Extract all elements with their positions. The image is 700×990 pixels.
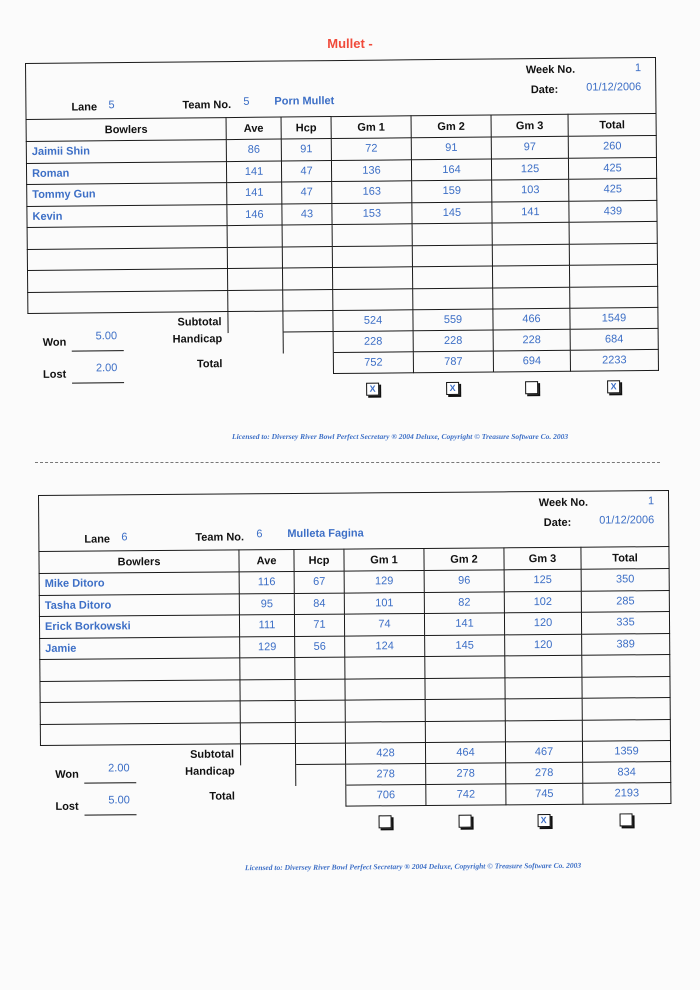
score-cell: 95 bbox=[239, 593, 294, 615]
score-cell: 67 bbox=[294, 571, 344, 593]
total-label: Total bbox=[209, 790, 235, 803]
column-header: Hcp bbox=[281, 117, 331, 139]
total-value: 2233 bbox=[570, 349, 658, 371]
date-label: Date: bbox=[530, 83, 559, 97]
score-cell: 141 bbox=[227, 182, 282, 204]
score-cell: 102 bbox=[504, 591, 581, 613]
score-cell bbox=[345, 699, 425, 721]
score-cell bbox=[582, 698, 670, 720]
score-cell: 136 bbox=[331, 159, 411, 181]
lane-label: Lane bbox=[84, 533, 111, 546]
page-title: Mullet - bbox=[327, 36, 373, 51]
won-label: Won bbox=[42, 336, 67, 349]
team-name: Porn Mullet bbox=[274, 95, 335, 108]
score-cell: 103 bbox=[492, 179, 569, 201]
team-name: Mulleta Fagina bbox=[287, 527, 364, 541]
score-cell: 164 bbox=[411, 159, 491, 181]
score-cell bbox=[295, 700, 345, 722]
score-cell bbox=[333, 288, 413, 310]
game-win-checkbox[interactable] bbox=[379, 815, 392, 828]
week-no-value: 1 bbox=[647, 495, 655, 508]
score-cell: 141 bbox=[492, 201, 569, 223]
bowler-name bbox=[27, 226, 227, 249]
bowler-name: Tasha Ditoro bbox=[39, 593, 239, 616]
score-cell bbox=[282, 268, 332, 290]
score-cell bbox=[425, 656, 505, 678]
column-header: Gm 3 bbox=[491, 114, 568, 137]
handicap-value: 228 bbox=[333, 331, 413, 353]
column-header: Gm 2 bbox=[424, 548, 504, 571]
score-cell bbox=[332, 267, 412, 289]
handicap-value: 834 bbox=[583, 762, 671, 784]
score-cell bbox=[240, 679, 295, 701]
total-value: 742 bbox=[426, 784, 506, 806]
score-cell: 43 bbox=[282, 203, 332, 225]
handicap-value: 278 bbox=[506, 762, 583, 784]
subtotal-value: 524 bbox=[333, 310, 413, 332]
score-cell: 125 bbox=[504, 569, 581, 591]
score-cell bbox=[295, 722, 345, 744]
score-cell bbox=[582, 719, 670, 741]
score-cell: 335 bbox=[581, 612, 669, 634]
lost-label: Lost bbox=[42, 368, 67, 381]
score-cell: 350 bbox=[581, 569, 669, 591]
bowler-name bbox=[27, 269, 227, 292]
score-cell bbox=[493, 287, 570, 309]
score-cell bbox=[282, 225, 332, 247]
team-no-label: Team No. bbox=[195, 531, 245, 544]
score-cell bbox=[425, 720, 505, 742]
total-label: Total bbox=[196, 358, 223, 371]
lost-value: 5.00 bbox=[108, 794, 130, 807]
handicap-value: 684 bbox=[570, 328, 658, 350]
score-cell bbox=[240, 657, 295, 679]
lane-value: 6 bbox=[121, 531, 128, 544]
score-cell: 120 bbox=[505, 634, 582, 656]
subtotal-value: 559 bbox=[413, 309, 493, 331]
score-cell bbox=[505, 677, 582, 699]
handicap-label: Handicap bbox=[185, 764, 235, 778]
score-cell bbox=[425, 699, 505, 721]
column-header: Bowlers bbox=[39, 550, 239, 574]
column-header: Gm 1 bbox=[331, 116, 411, 139]
bowler-name bbox=[28, 290, 228, 313]
score-cell: 56 bbox=[295, 636, 345, 658]
bowler-name: Erick Borkowski bbox=[39, 615, 239, 638]
subtotal-label: Subtotal bbox=[177, 316, 222, 329]
won-value: 5.00 bbox=[95, 330, 118, 343]
score-cell: 116 bbox=[239, 571, 294, 593]
score-cell bbox=[505, 698, 582, 720]
score-cell: 146 bbox=[227, 204, 282, 226]
score-cell: 145 bbox=[412, 202, 492, 224]
score-cell: 129 bbox=[344, 570, 424, 592]
won-value: 2.00 bbox=[108, 762, 130, 775]
total-value: 706 bbox=[346, 784, 426, 806]
score-cell: 47 bbox=[281, 160, 331, 182]
score-cell: 425 bbox=[569, 178, 657, 200]
score-cell bbox=[505, 655, 582, 677]
handicap-value: 278 bbox=[426, 763, 506, 785]
score-cell: 71 bbox=[294, 614, 344, 636]
game-win-checkbox[interactable] bbox=[525, 381, 538, 394]
score-cell: 163 bbox=[332, 181, 412, 203]
subtotal-value: 1549 bbox=[570, 307, 658, 329]
total-value: 745 bbox=[506, 783, 583, 805]
score-sheet-2 bbox=[38, 490, 671, 840]
column-header: Total bbox=[568, 113, 656, 136]
score-cell: 96 bbox=[424, 570, 504, 592]
bowler-name bbox=[40, 722, 240, 745]
score-table bbox=[38, 490, 671, 809]
score-cell: 111 bbox=[239, 614, 294, 636]
bowler-name bbox=[40, 679, 240, 702]
score-cell: 72 bbox=[331, 138, 411, 160]
bowler-name bbox=[40, 658, 240, 681]
total-value: 694 bbox=[493, 350, 570, 372]
score-cell: 82 bbox=[424, 591, 504, 613]
score-cell: 101 bbox=[344, 592, 424, 614]
score-cell bbox=[413, 288, 493, 310]
handicap-value: 228 bbox=[493, 329, 570, 351]
license-footer-2: Licensed to: Diversey River Bowl Perfect Secretary ® 2004 Deluxe, Copyright © Treasure Software Co. 2003 bbox=[244, 860, 582, 873]
subtotal-label: Subtotal bbox=[190, 748, 235, 762]
score-cell bbox=[492, 222, 569, 244]
team-no-label: Team No. bbox=[182, 99, 232, 112]
score-cell: 125 bbox=[491, 158, 568, 180]
score-cell bbox=[569, 221, 657, 243]
score-cell: 141 bbox=[226, 161, 281, 183]
total-value: 787 bbox=[413, 351, 493, 373]
license-footer-1: Licensed to: Diversey River Bowl Perfect Secretary ® 2004 Deluxe, Copyright © Treasure Software Co. 2003 bbox=[232, 432, 569, 441]
score-cell bbox=[227, 247, 282, 269]
score-cell: 47 bbox=[282, 182, 332, 204]
score-cell bbox=[425, 677, 505, 699]
score-cell bbox=[332, 224, 412, 246]
column-header: Hcp bbox=[294, 549, 344, 571]
week-no-label: Week No. bbox=[525, 63, 576, 77]
bowler-name: Jamie bbox=[40, 636, 240, 659]
score-cell: 74 bbox=[344, 613, 424, 635]
score-cell: 97 bbox=[491, 136, 568, 158]
score-cell bbox=[582, 655, 670, 677]
week-no-value: 1 bbox=[634, 62, 642, 75]
score-cell: 124 bbox=[345, 635, 425, 657]
score-cell: 439 bbox=[569, 200, 657, 222]
score-cell: 120 bbox=[504, 612, 581, 634]
score-cell bbox=[345, 721, 425, 743]
score-cell bbox=[412, 245, 492, 267]
date-value: 01/12/2006 bbox=[586, 81, 642, 94]
game-win-checkbox[interactable]: X bbox=[366, 383, 379, 396]
won-label: Won bbox=[55, 768, 79, 781]
lane-label: Lane bbox=[71, 101, 98, 114]
won-field bbox=[72, 330, 124, 351]
score-cell bbox=[228, 290, 283, 312]
score-table bbox=[25, 57, 659, 377]
score-cell bbox=[412, 223, 492, 245]
subtotal-value: 467 bbox=[505, 741, 582, 763]
score-cell bbox=[345, 678, 425, 700]
score-cell bbox=[569, 243, 657, 265]
subtotal-value: 466 bbox=[493, 308, 570, 330]
team-no-value: 5 bbox=[243, 95, 250, 108]
handicap-label: Handicap bbox=[172, 332, 223, 346]
score-cell bbox=[412, 266, 492, 288]
score-cell bbox=[492, 265, 569, 287]
bowler-name: Kevin bbox=[27, 204, 227, 227]
score-sheet-1 bbox=[25, 57, 663, 394]
week-no-label: Week No. bbox=[538, 496, 589, 510]
lost-label: Lost bbox=[55, 800, 79, 813]
score-cell bbox=[569, 264, 657, 286]
lost-field bbox=[84, 794, 136, 815]
team-no-value: 6 bbox=[256, 528, 263, 541]
bowler-name: Roman bbox=[26, 161, 226, 184]
score-cell: 153 bbox=[332, 202, 412, 224]
date-label: Date: bbox=[543, 516, 572, 530]
cut-line-divider bbox=[35, 462, 660, 463]
total-value: 752 bbox=[333, 352, 413, 374]
handicap-value: 278 bbox=[346, 763, 426, 785]
handicap-value: 228 bbox=[413, 330, 493, 352]
lost-value: 2.00 bbox=[95, 362, 118, 375]
team-header bbox=[39, 491, 669, 552]
score-cell bbox=[345, 656, 425, 678]
score-cell: 145 bbox=[425, 634, 505, 656]
column-header: Gm 1 bbox=[344, 548, 424, 571]
bowler-name: Mike Ditoro bbox=[39, 572, 239, 595]
score-cell bbox=[282, 246, 332, 268]
team-header bbox=[26, 57, 657, 119]
score-cell bbox=[492, 244, 569, 266]
subtotal-value: 1359 bbox=[582, 741, 670, 763]
score-cell: 91 bbox=[281, 139, 331, 161]
score-cell bbox=[295, 657, 345, 679]
score-cell bbox=[295, 679, 345, 701]
game-win-checkbox[interactable]: X bbox=[607, 380, 620, 393]
bowler-name bbox=[40, 701, 240, 724]
lost-field bbox=[72, 362, 124, 383]
score-cell bbox=[227, 225, 282, 247]
game-win-checkbox[interactable]: X bbox=[446, 382, 459, 395]
column-header: Ave bbox=[226, 117, 281, 140]
column-header: Bowlers bbox=[26, 118, 226, 142]
won-field bbox=[84, 762, 136, 783]
game-win-checkbox[interactable] bbox=[620, 813, 633, 826]
subtotal-value: 428 bbox=[345, 742, 425, 764]
subtotal-value: 464 bbox=[425, 742, 505, 764]
score-cell: 389 bbox=[582, 633, 670, 655]
score-cell bbox=[283, 289, 333, 311]
column-header: Gm 3 bbox=[504, 547, 581, 570]
total-value: 2193 bbox=[583, 783, 671, 805]
column-header: Ave bbox=[239, 549, 294, 571]
score-cell: 91 bbox=[411, 137, 491, 159]
score-cell bbox=[570, 286, 658, 308]
score-cell bbox=[240, 700, 295, 722]
bowler-name: Tommy Gun bbox=[27, 183, 227, 206]
column-header: Total bbox=[581, 547, 669, 570]
score-cell: 141 bbox=[424, 613, 504, 635]
score-cell bbox=[505, 720, 582, 742]
lane-value: 5 bbox=[108, 99, 115, 112]
bowler-name: Jaimii Shin bbox=[26, 140, 226, 163]
score-cell: 86 bbox=[226, 139, 281, 161]
score-cell bbox=[582, 676, 670, 698]
score-cell bbox=[240, 722, 295, 744]
score-cell: 84 bbox=[294, 593, 344, 615]
column-header: Gm 2 bbox=[411, 115, 491, 138]
score-cell bbox=[332, 245, 412, 267]
score-cell: 260 bbox=[568, 135, 656, 157]
date-value: 01/12/2006 bbox=[599, 514, 655, 527]
bowler-name bbox=[27, 247, 227, 270]
game-win-checkbox[interactable]: X bbox=[537, 814, 550, 827]
score-cell bbox=[227, 268, 282, 290]
game-win-checkbox[interactable] bbox=[459, 815, 472, 828]
score-cell: 129 bbox=[240, 636, 295, 658]
score-cell: 159 bbox=[412, 180, 492, 202]
score-cell: 425 bbox=[568, 157, 656, 179]
score-cell: 285 bbox=[581, 590, 669, 612]
